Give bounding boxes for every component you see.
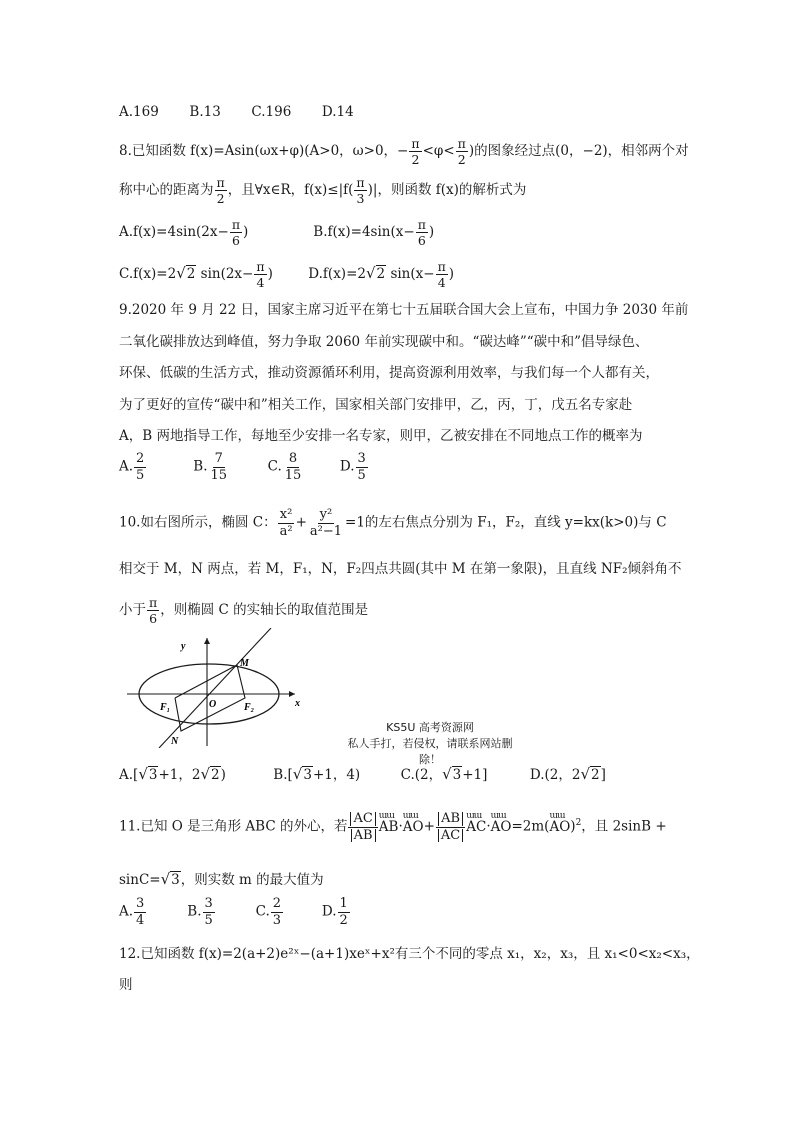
line-y-kx (159, 628, 271, 748)
q7-option-d: D.14 (321, 104, 354, 120)
q11-line1: 11.已知 O 是三角形 ABC 的外心，若 $\frac{AC}{AB}$ ɯɯ AB·ɯɯ AO+ $\frac{AB}{AC}$ ɯɯ AC·ɯɯ AO=2m(ɯɯ AO)$^2$，且 2sinB + (119, 812, 667, 842)
ellipse-diagram (125, 628, 315, 748)
q11-option-b: B. $\frac{3}{5}$ (187, 896, 213, 928)
fraction: $\frac{\pi}{3}$ (356, 175, 365, 207)
q9-line2: 二氧化碳排放达到峰值，努力争取 2060 年前实现碳中和。“碳达峰”“碳中和”倡导绿色、 (119, 334, 649, 350)
q9-option-d: D. $\frac{3}{5}$ (339, 451, 366, 483)
q8-line1: 8.已知函数 f(x)=Asin(ωx+φ)(A>0，ω>0，− $\frac{\pi}{2}$ <φ< $\frac{\pi}{2}$ )的图象经过点(0，−2)，相邻两个对 (119, 136, 689, 168)
q8-option-b: B.f(x)=4sin(x− $\frac{\pi}{6}$ ) (313, 217, 435, 249)
q8-options-cd (119, 260, 454, 289)
label-o: O (209, 699, 217, 710)
fraction: $\frac{\pi}{2}$ (411, 136, 420, 168)
watermark-line1: KS5U 高考资源网 (386, 721, 474, 734)
q9-options (119, 452, 369, 482)
fraction: $\frac{\pi}{2}$ (457, 136, 466, 168)
q11-line2: sinC=√3，则实数 m 的最大值为 (119, 870, 324, 888)
q11-option-d: D. $\frac{1}{2}$ (321, 896, 348, 928)
q9-option-c: C. $\frac{8}{15}$ (267, 451, 302, 483)
q10-line3: 小于 $\frac{\pi}{6}$ ，则椭圆 C 的实轴长的取值范围是 (119, 595, 369, 627)
q9-option-b: B. $\frac{7}{15}$ (193, 451, 228, 483)
q10-options (119, 767, 606, 783)
q8-option-d: D.f(x)=2√2 sin(x− $\frac{\pi}{4}$ ) (308, 259, 455, 291)
fraction: $\frac{AC}{AB}$ (348, 812, 377, 842)
q10-line2: 相交于 M，N 两点，若 M，F₁，N，F₂四点共圆(其中 M 在第一象限)，且直线 NF₂倾斜角不 (119, 561, 682, 577)
q9-line1: 9.2020 年 9 月 22 日，国家主席习近平在第七十五届联合国大会上宣布，中国力争 2030 年前 (119, 302, 689, 318)
fraction: $\frac{\text{y²}}{\text{a²−1}}$ (309, 507, 343, 539)
q9-option-a: A. $\frac{2}{5}$ (119, 451, 145, 483)
q8-option-a: A.f(x)=4sin(2x− $\frac{\pi}{6}$ ) (119, 217, 249, 249)
fraction: $\frac{\pi}{6}$ (149, 595, 158, 627)
q12-line2: 则 (119, 977, 133, 993)
q8-line2: 称中心的距离为 $\frac{\pi}{2}$ ，且∀x∈R，f(x)≤|f( $\frac{\pi}{3}$ )|，则函数 f(x)的解析式为 (119, 175, 527, 207)
q10-option-d: D.(2，2√2] (529, 765, 606, 783)
q7-option-b: B.13 (189, 104, 221, 120)
fraction: $\frac{AB}{AC}$ (436, 812, 465, 842)
watermark (340, 720, 520, 768)
q11-option-a: A. $\frac{3}{4}$ (119, 896, 145, 928)
label-x: x (295, 698, 300, 709)
label-m: M (240, 658, 249, 669)
label-y: y (181, 641, 186, 652)
label-f1: F₁ (160, 702, 171, 713)
q7-options (119, 106, 354, 120)
label-n: N (171, 736, 179, 747)
q11-option-c: C. $\frac{2}{3}$ (255, 896, 282, 928)
label-f2: F₂ (244, 702, 255, 713)
watermark-line2: 私人手打，若侵权，请联系网站删除！ (347, 736, 513, 766)
q9-line4: 为了更好的宣传“碳中和”相关工作，国家相关部门安排甲，乙，丙，丁，戊五名专家赴 (119, 397, 633, 413)
q8-option-c: C.f(x)=2√2 sin(2x− $\frac{\pi}{4}$ ) (119, 259, 273, 291)
q11-options (119, 897, 351, 927)
fraction: $\frac{\text{x²}}{\text{a²}}$ (279, 507, 293, 539)
x-axis-arrow (289, 691, 295, 697)
q9-line3: 环保、低碳的生活方式，推动资源循环利用，提高资源利用效率，与我们每一个人都有关， (119, 365, 659, 381)
q10-option-c: C.(2，√3+1] (400, 765, 488, 783)
q10-option-b: B.[√3+1，4) (273, 765, 361, 783)
q10-line1: 10.如右图所示，椭圆 C： $\frac{\text{x²}}{\text{a²}}$ + $\frac{\text{y²}}{\text{a²−1}}$ =1的左右焦点分别为 F₁，F₂，直线 y=kx(k>0)与 C (119, 507, 667, 539)
quadrilateral-mf1nf2 (175, 665, 245, 731)
q8-options-ab (119, 218, 434, 247)
q7-option-c: C.196 (251, 104, 292, 120)
y-axis-arrow (204, 638, 210, 644)
q12-line1: 12.已知函数 f(x)=2(a+2)e²ˣ−(a+1)xeˣ+x²有三个不同的零点 x₁，x₂，x₃，且 x₁<0<x₂<x₃， (119, 946, 700, 962)
q10-option-a: A.[√3+1，2√2) (119, 765, 226, 783)
fraction: $\frac{\pi}{2}$ (216, 175, 225, 207)
q7-option-a: A.169 (119, 104, 159, 120)
q9-line5: A，B 两地指导工作，每地至少安排一名专家，则甲，乙被安排在不同地点工作的概率为 (119, 428, 643, 444)
